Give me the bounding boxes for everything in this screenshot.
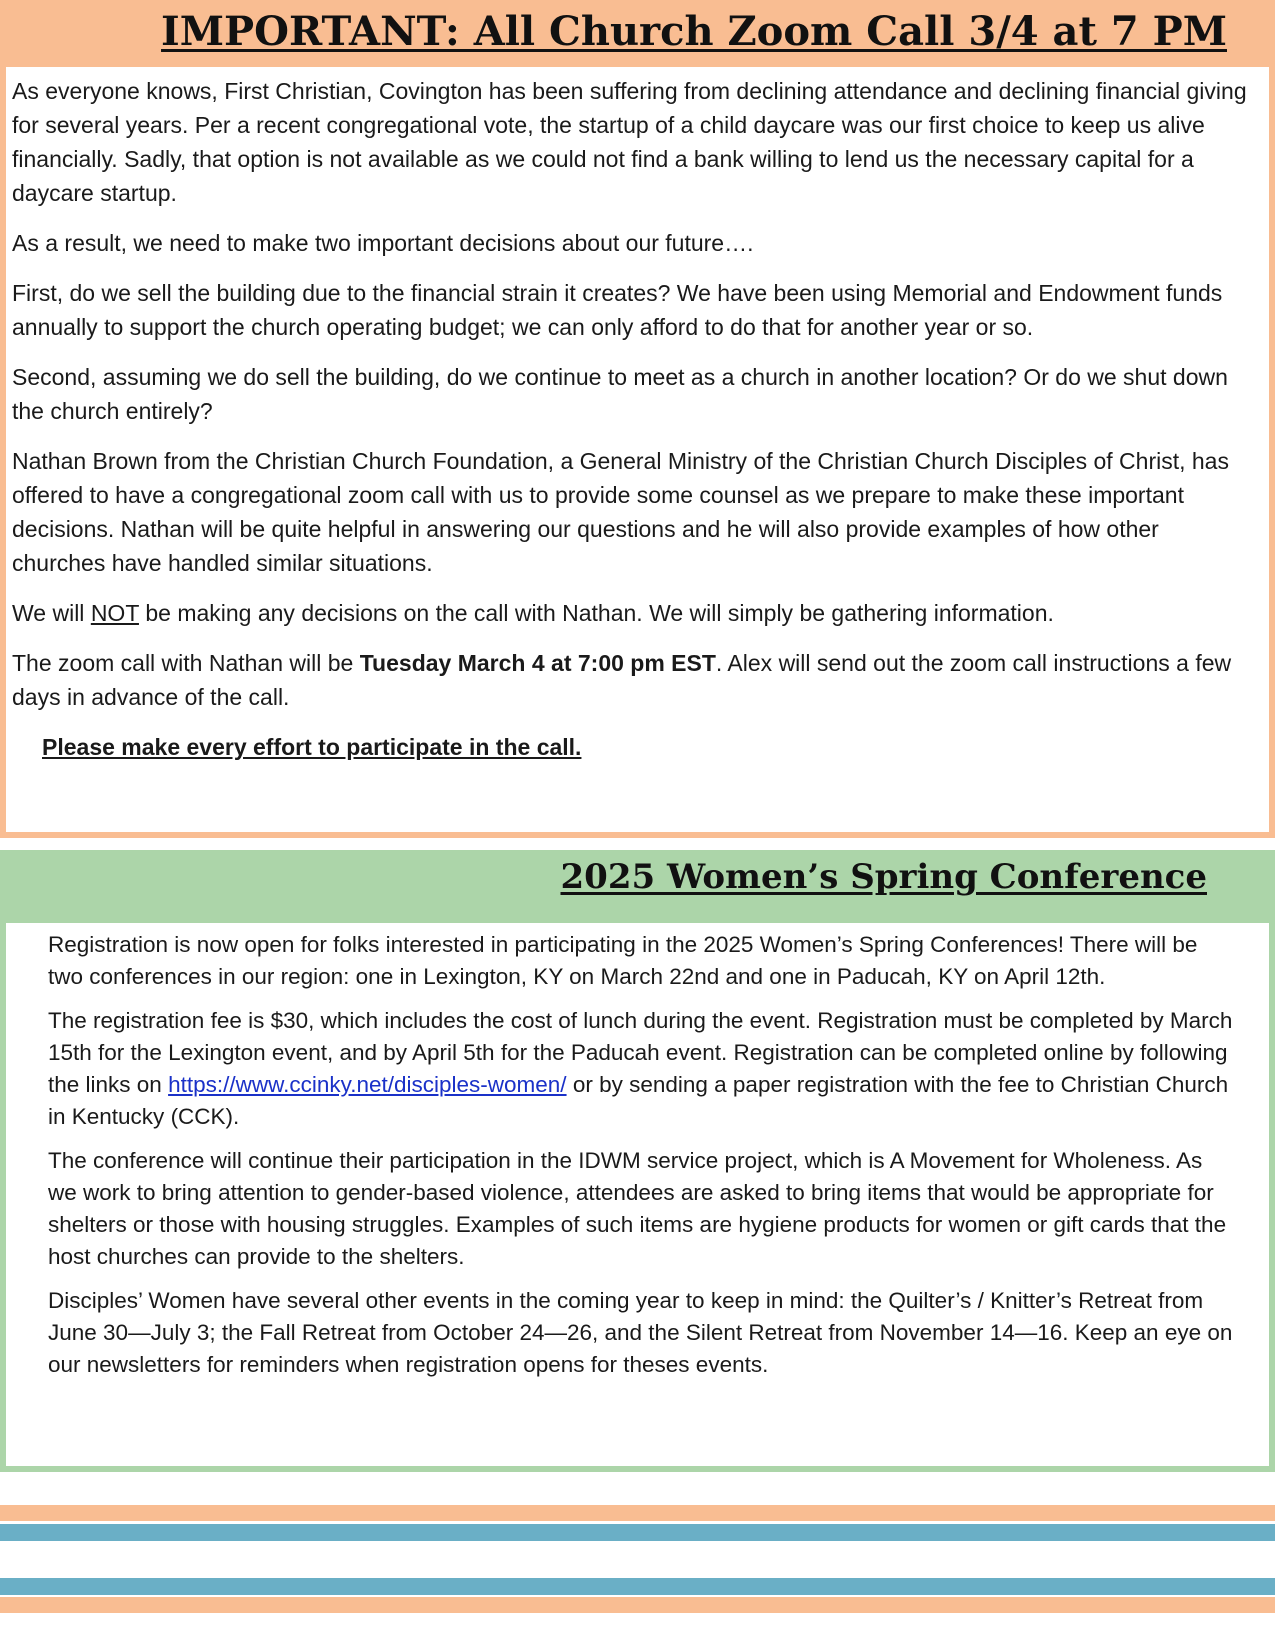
zoom-paragraph-second: Second, assuming we do sell the building, do we continue to meet as a church in another location? Or do we shut down the church entirely?: [12, 364, 1228, 424]
schedule-before: The zoom call with Nathan will be: [12, 650, 360, 676]
no-decisions-after: be making any decisions on the call with Nathan. We will simply be gathering information.: [138, 600, 1054, 626]
zoom-call-title: IMPORTANT: All Church Zoom Call 3/4 at 7 PM: [161, 8, 1227, 55]
zoom-paragraph-decisions: As a result, we need to make two important decisions about our future….: [12, 230, 754, 256]
zoom-callout-wrapper: [12, 730, 1255, 764]
conference-paragraph-fee: [48, 1005, 1233, 1133]
schedule-after: . Alex will send out the zoom call instructions a few days in advance of the call.: [12, 650, 1232, 710]
conference-paragraph-service-project: The conference will continue their participation in the IDWM service project, which is A Movement for Wholeness. As we work to bring attention to gender-based violence, attendees are asked to bring items that would be appropriate for shelters or those with housing struggles. Examples of such items are hygiene products for women or gift cards that the host churches can provide to the shelters.: [48, 1148, 1227, 1269]
conference-body: [6, 923, 1269, 1466]
zoom-paragraph-intro: As everyone knows, First Christian, Covington has been suffering from declining attendance and declining financial giving for several years. Per a recent congregational vote, the startup of a child daycare was our first choice to keep us alive financially. Sadly, that option is not available as we could not find a bank willing to lend us the necessary capital for a daycare startup.: [12, 78, 1247, 206]
participate-callout: Please make every effort to participate in the call.: [42, 734, 582, 760]
decorative-stripe-peach-top: [0, 1505, 1275, 1521]
zoom-paragraph-nathan: Nathan Brown from the Christian Church Foundation, a General Ministry of the Christian Church Disciples of Christ, has offered to have a congregational zoom call with us to provide some counsel as we prepare to make these important decisions. Nathan will be quite helpful in answering our questions and he will also provide examples of how other churches have handled similar situations.: [12, 448, 1229, 576]
decorative-stripe-blue-top: [0, 1524, 1275, 1541]
decorative-stripe-peach-bottom: [0, 1597, 1275, 1613]
no-decisions-before: We will: [12, 600, 91, 626]
disciples-women-link[interactable]: https://www.ccinky.net/disciples-women/: [168, 1072, 567, 1097]
zoom-paragraph-schedule: [12, 646, 1255, 714]
conference-paragraph-registration: Registration is now open for folks interested in participating in the 2025 Women’s Spring Conferences! There will be two conferences in our region: one in Lexington, KY on March 22nd and one in Paducah, KY on April 12th.: [48, 932, 1198, 989]
conference-paragraph-other-events: Disciples’ Women have several other events in the coming year to keep in mind: the Quilter’s / Knitter’s Retreat from June 30—July 3; the Fall Retreat from October 24—26, and the Silent Retreat from November 14—16. Keep an eye on our newsletters for reminders when registration opens for theses events.: [48, 1288, 1233, 1377]
zoom-paragraph-first: First, do we sell the building due to the financial strain it creates? We have been using Memorial and Endowment funds annually to support the church operating budget; we can only afford to do that for another year or so.: [12, 280, 1223, 340]
decorative-stripe-blue-bottom: [0, 1578, 1275, 1595]
conference-title: 2025 Women’s Spring Conference: [560, 857, 1207, 897]
no-decisions-emphasis: NOT: [90, 600, 139, 626]
zoom-call-body: [6, 67, 1269, 832]
fee-before: The registration fee is $30, which includes the cost of lunch during the event. Registration must be completed by March 15th for the Lexington event, and by April 5th for the Paducah event. Registration can be completed online by following the links on: [48, 1008, 1233, 1097]
conference-section: [0, 850, 1275, 1472]
schedule-datetime: Tuesday March 4 at 7:00 pm EST: [359, 650, 716, 676]
zoom-paragraph-no-decisions: [12, 596, 1255, 630]
fee-after: or by sending a paper registration with the fee to Christian Church in Kentucky (CCK).: [48, 1072, 1229, 1129]
